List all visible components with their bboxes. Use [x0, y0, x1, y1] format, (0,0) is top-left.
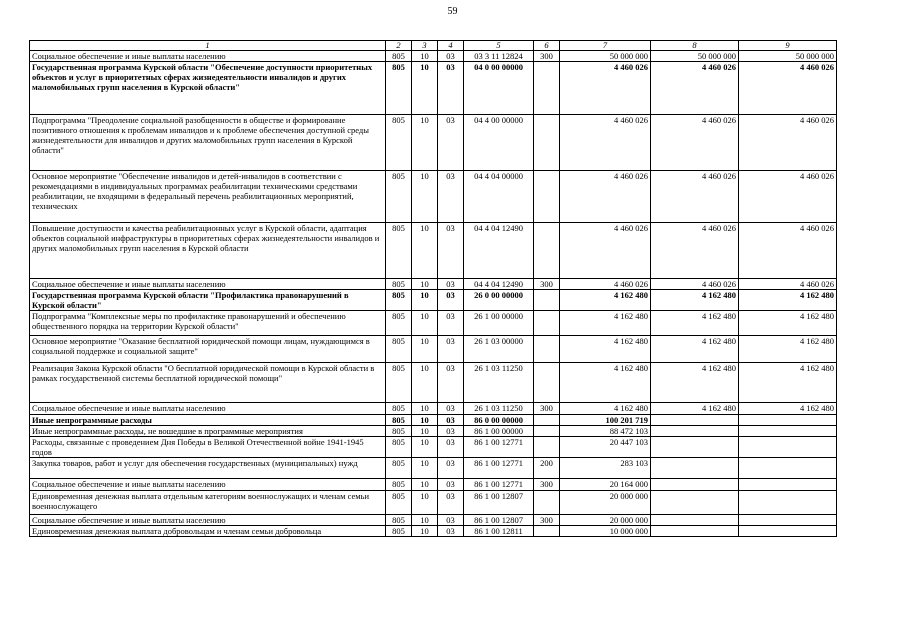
- code-cell: 805: [386, 415, 412, 426]
- code-cell: 805: [386, 223, 412, 279]
- amount-cell: 4 460 026: [651, 279, 739, 290]
- code-cell: 805: [386, 311, 412, 336]
- target-article-cell: 86 1 00 12807: [464, 491, 534, 515]
- amount-cell: 4 460 026: [560, 62, 651, 115]
- code-cell: 805: [386, 363, 412, 403]
- item-name-cell: Иные непрограммные расходы: [30, 415, 386, 426]
- amount-cell: 4 460 026: [651, 171, 739, 223]
- item-name-cell: Социальное обеспечение и иные выплаты населению: [30, 279, 386, 290]
- target-article-cell: 04 0 00 00000: [464, 62, 534, 115]
- subsection-cell: 03: [438, 115, 464, 171]
- target-article-cell: 04 4 04 00000: [464, 171, 534, 223]
- amount-cell: 20 447 103: [560, 437, 651, 458]
- amount-cell: [651, 415, 739, 426]
- item-name-cell: Подпрограмма "Комплексные меры по профилактике правонарушений и обеспечению общественного порядка на территории Курской области": [30, 311, 386, 336]
- target-article-cell: 26 0 00 00000: [464, 290, 534, 311]
- expense-type-cell: [534, 415, 560, 426]
- amount-cell: 20 000 000: [560, 491, 651, 515]
- item-name-cell: Социальное обеспечение и иные выплаты населению: [30, 403, 386, 415]
- amount-cell: [739, 437, 837, 458]
- expense-type-cell: [534, 526, 560, 537]
- table-row: [30, 415, 837, 426]
- expense-type-cell: 200: [534, 458, 560, 479]
- item-name-cell: Социальное обеспечение и иные выплаты населению: [30, 479, 386, 491]
- amount-cell: 4 460 026: [560, 279, 651, 290]
- section-cell: 10: [412, 491, 438, 515]
- expense-type-cell: 300: [534, 479, 560, 491]
- amount-cell: 4 162 480: [739, 290, 837, 311]
- item-name-cell: Социальное обеспечение и иные выплаты населению: [30, 515, 386, 526]
- amount-cell: 4 162 480: [560, 403, 651, 415]
- amount-cell: 4 460 026: [651, 115, 739, 171]
- code-cell: 805: [386, 115, 412, 171]
- code-cell: 805: [386, 437, 412, 458]
- table-row: [30, 491, 837, 515]
- amount-cell: 50 000 000: [560, 51, 651, 62]
- code-cell: 805: [386, 171, 412, 223]
- amount-cell: 4 162 480: [651, 336, 739, 363]
- amount-cell: 4 162 480: [651, 290, 739, 311]
- table-row: [30, 363, 837, 403]
- subsection-cell: 03: [438, 363, 464, 403]
- expense-type-cell: [534, 171, 560, 223]
- target-article-cell: 86 1 00 12807: [464, 515, 534, 526]
- code-cell: 805: [386, 51, 412, 62]
- amount-cell: 100 201 719: [560, 415, 651, 426]
- item-name-cell: Закупка товаров, работ и услуг для обеспечения государственных (муниципальных) нужд: [30, 458, 386, 479]
- expense-type-cell: 300: [534, 51, 560, 62]
- section-cell: 10: [412, 311, 438, 336]
- item-name-cell: Социальное обеспечение и иные выплаты населению: [30, 51, 386, 62]
- amount-cell: [651, 526, 739, 537]
- amount-cell: [739, 415, 837, 426]
- section-cell: 10: [412, 336, 438, 363]
- amount-cell: 4 162 480: [739, 311, 837, 336]
- target-article-cell: 86 1 00 12771: [464, 479, 534, 491]
- amount-cell: 283 103: [560, 458, 651, 479]
- code-cell: 805: [386, 336, 412, 363]
- table-row: [30, 479, 837, 491]
- table-row: [30, 171, 837, 223]
- header-cell: 7: [560, 41, 651, 51]
- code-cell: 805: [386, 526, 412, 537]
- expense-type-cell: [534, 336, 560, 363]
- target-article-cell: 86 1 00 12811: [464, 526, 534, 537]
- item-name-cell: Основное мероприятие "Обеспечение инвалидов и детей-инвалидов в соответствии с рекомендациями в индивидуальных программах реабилитации техническими средствами реабилитации, не входящими в федеральный перечень реабилитационных мероприятий, технических: [30, 171, 386, 223]
- amount-cell: 4 162 480: [739, 336, 837, 363]
- target-article-cell: 04 4 04 12490: [464, 279, 534, 290]
- amount-cell: 4 460 026: [651, 62, 739, 115]
- amount-cell: 20 000 000: [560, 515, 651, 526]
- amount-cell: 4 460 026: [739, 62, 837, 115]
- amount-cell: 4 162 480: [560, 290, 651, 311]
- item-name-cell: Повышение доступности и качества реабилитационных услуг в Курской области, адаптация объектов социальной инфраструктуры в приоритетных сферах жизнедеятельности инвалидов и других маломобильных групп населения в Курской области: [30, 223, 386, 279]
- target-article-cell: 03 3 11 12824: [464, 51, 534, 62]
- item-name-cell: Единовременная денежная выплата отдельным категориям военнослужащих и членам семьи военнослужащего: [30, 491, 386, 515]
- header-cell: 2: [386, 41, 412, 51]
- amount-cell: 4 460 026: [560, 223, 651, 279]
- section-cell: 10: [412, 363, 438, 403]
- code-cell: 805: [386, 279, 412, 290]
- amount-cell: 4 460 026: [560, 115, 651, 171]
- table-row: [30, 426, 837, 437]
- subsection-cell: 03: [438, 415, 464, 426]
- amount-cell: [739, 515, 837, 526]
- code-cell: 805: [386, 403, 412, 415]
- header-cell: 1: [30, 41, 386, 51]
- expense-type-cell: [534, 223, 560, 279]
- amount-cell: 10 000 000: [560, 526, 651, 537]
- expense-type-cell: 300: [534, 403, 560, 415]
- subsection-cell: 03: [438, 290, 464, 311]
- amount-cell: [739, 426, 837, 437]
- amount-cell: [651, 515, 739, 526]
- page-number: 59: [447, 6, 458, 17]
- header-cell: 8: [651, 41, 739, 51]
- subsection-cell: 03: [438, 51, 464, 62]
- target-article-cell: 86 0 00 00000: [464, 415, 534, 426]
- item-name-cell: Подпрограмма "Преодоление социальной разобщенности в обществе и формирование позитивного отношения к проблемам инвалидов и к проблеме обеспечения доступной среды жизнедеятельности для инвалидов и других маломобильных групп населения в Курской области": [30, 115, 386, 171]
- subsection-cell: 03: [438, 336, 464, 363]
- section-cell: 10: [412, 51, 438, 62]
- table-header-row: [30, 41, 837, 51]
- header-cell: 4: [438, 41, 464, 51]
- target-article-cell: 26 1 03 00000: [464, 336, 534, 363]
- amount-cell: 4 460 026: [560, 171, 651, 223]
- target-article-cell: 04 4 04 12490: [464, 223, 534, 279]
- subsection-cell: 03: [438, 437, 464, 458]
- expense-type-cell: [534, 290, 560, 311]
- expense-type-cell: 300: [534, 279, 560, 290]
- section-cell: 10: [412, 479, 438, 491]
- item-name-cell: Основное мероприятие "Оказание бесплатной юридической помощи лицам, нуждающимся в социальной поддержке и социальной защите": [30, 336, 386, 363]
- amount-cell: [739, 479, 837, 491]
- subsection-cell: 03: [438, 515, 464, 526]
- amount-cell: 4 460 026: [651, 223, 739, 279]
- amount-cell: 4 162 480: [739, 363, 837, 403]
- amount-cell: 4 460 026: [739, 171, 837, 223]
- subsection-cell: 03: [438, 223, 464, 279]
- section-cell: 10: [412, 171, 438, 223]
- section-cell: 10: [412, 526, 438, 537]
- amount-cell: [651, 479, 739, 491]
- item-name-cell: Реализация Закона Курской области "О бесплатной юридической помощи в Курской области в рамках государственной системы бесплатной юридической помощи": [30, 363, 386, 403]
- table-row: [30, 403, 837, 415]
- target-article-cell: 26 1 03 11250: [464, 403, 534, 415]
- amount-cell: 50 000 000: [651, 51, 739, 62]
- budget-table: [29, 40, 837, 537]
- amount-cell: [651, 491, 739, 515]
- table-row: [30, 279, 837, 290]
- section-cell: 10: [412, 115, 438, 171]
- section-cell: 10: [412, 458, 438, 479]
- item-name-cell: Расходы, связанные с проведением Дня Победы в Великой Отечественной войне 1941-1945 годов: [30, 437, 386, 458]
- section-cell: 10: [412, 279, 438, 290]
- amount-cell: [739, 526, 837, 537]
- expense-type-cell: [534, 426, 560, 437]
- table-row: [30, 336, 837, 363]
- table-row: [30, 515, 837, 526]
- subsection-cell: 03: [438, 426, 464, 437]
- target-article-cell: 86 1 00 00000: [464, 426, 534, 437]
- amount-cell: [651, 437, 739, 458]
- target-article-cell: 26 1 03 11250: [464, 363, 534, 403]
- target-article-cell: 04 4 00 00000: [464, 115, 534, 171]
- amount-cell: 4 162 480: [560, 363, 651, 403]
- header-cell: 9: [739, 41, 837, 51]
- section-cell: 10: [412, 223, 438, 279]
- table-row: [30, 115, 837, 171]
- subsection-cell: 03: [438, 403, 464, 415]
- section-cell: 10: [412, 426, 438, 437]
- code-cell: 805: [386, 426, 412, 437]
- header-cell: 3: [412, 41, 438, 51]
- code-cell: 805: [386, 62, 412, 115]
- subsection-cell: 03: [438, 62, 464, 115]
- amount-cell: 88 472 103: [560, 426, 651, 437]
- header-cell: 6: [534, 41, 560, 51]
- section-cell: 10: [412, 415, 438, 426]
- header-cell: 5: [464, 41, 534, 51]
- amount-cell: [739, 491, 837, 515]
- amount-cell: 4 162 480: [651, 403, 739, 415]
- table-row: [30, 290, 837, 311]
- code-cell: 805: [386, 515, 412, 526]
- section-cell: 10: [412, 403, 438, 415]
- amount-cell: 4 162 480: [560, 311, 651, 336]
- amount-cell: 4 162 480: [739, 403, 837, 415]
- subsection-cell: 03: [438, 458, 464, 479]
- section-cell: 10: [412, 62, 438, 115]
- table-row: [30, 311, 837, 336]
- amount-cell: 4 162 480: [560, 336, 651, 363]
- amount-cell: 20 164 000: [560, 479, 651, 491]
- expense-type-cell: [534, 363, 560, 403]
- code-cell: 805: [386, 458, 412, 479]
- amount-cell: 4 460 026: [739, 223, 837, 279]
- amount-cell: 50 000 000: [739, 51, 837, 62]
- target-article-cell: 26 1 00 00000: [464, 311, 534, 336]
- subsection-cell: 03: [438, 479, 464, 491]
- amount-cell: 4 162 480: [651, 363, 739, 403]
- expense-type-cell: [534, 115, 560, 171]
- subsection-cell: 03: [438, 171, 464, 223]
- expense-type-cell: [534, 437, 560, 458]
- item-name-cell: Государственная программа Курской области "Обеспечение доступности приоритетных объектов и услуг в приоритетных сферах жизнедеятельности инвалидов и других маломобильных групп населения в Курской области": [30, 62, 386, 115]
- expense-type-cell: [534, 62, 560, 115]
- amount-cell: 4 460 026: [739, 279, 837, 290]
- subsection-cell: 03: [438, 279, 464, 290]
- code-cell: 805: [386, 290, 412, 311]
- target-article-cell: 86 1 00 12771: [464, 437, 534, 458]
- amount-cell: 4 460 026: [739, 115, 837, 171]
- table-row: [30, 437, 837, 458]
- table-row: [30, 223, 837, 279]
- subsection-cell: 03: [438, 526, 464, 537]
- table-row: [30, 62, 837, 115]
- section-cell: 10: [412, 290, 438, 311]
- table-row: [30, 526, 837, 537]
- item-name-cell: Иные непрограммные расходы, не вошедшие в программные мероприятия: [30, 426, 386, 437]
- item-name-cell: Государственная программа Курской области "Профилактика правонарушений в Курской области": [30, 290, 386, 311]
- expense-type-cell: [534, 491, 560, 515]
- section-cell: 10: [412, 515, 438, 526]
- amount-cell: [651, 426, 739, 437]
- code-cell: 805: [386, 479, 412, 491]
- target-article-cell: 86 1 00 12771: [464, 458, 534, 479]
- subsection-cell: 03: [438, 491, 464, 515]
- expense-type-cell: 300: [534, 515, 560, 526]
- table-row: [30, 458, 837, 479]
- amount-cell: [739, 458, 837, 479]
- amount-cell: [651, 458, 739, 479]
- subsection-cell: 03: [438, 311, 464, 336]
- expense-type-cell: [534, 311, 560, 336]
- section-cell: 10: [412, 437, 438, 458]
- code-cell: 805: [386, 491, 412, 515]
- item-name-cell: Единовременная денежная выплата добровольцам и членам семьи добровольца: [30, 526, 386, 537]
- amount-cell: 4 162 480: [651, 311, 739, 336]
- table-row: [30, 51, 837, 62]
